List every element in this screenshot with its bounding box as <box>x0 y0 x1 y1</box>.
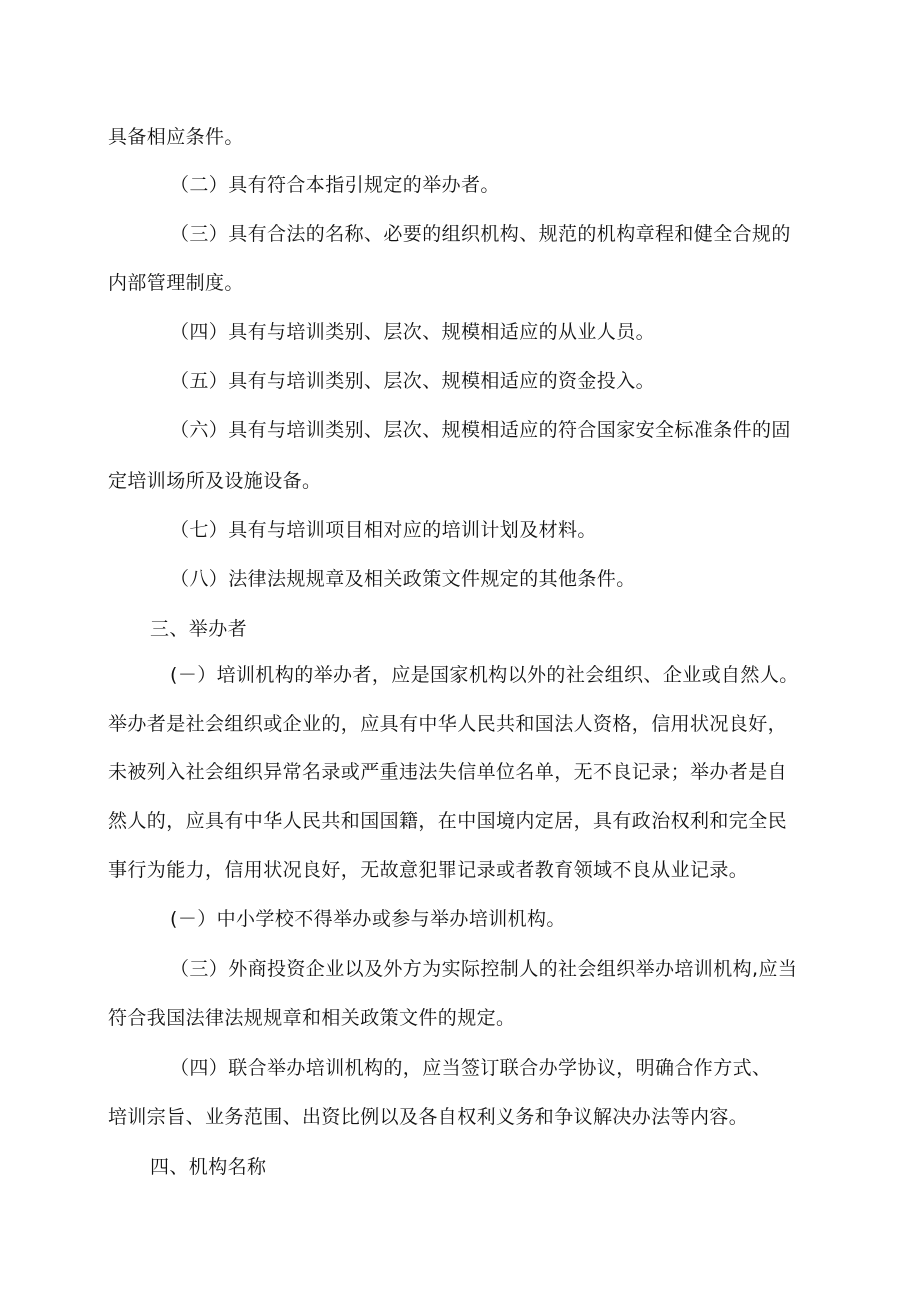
text-line: (－）中小学校不得举办或参与举办培训机构。 <box>170 908 566 930</box>
text-line: （四）联合举办培训机构的，应当签订联合办学协议，明确合作方式、 <box>170 1057 772 1079</box>
section-heading: 三、举办者 <box>150 618 248 640</box>
text-line: （八）法律法规规章及相关政策文件规定的其他条件。 <box>170 568 636 590</box>
text-line: （三）具有合法的名称、必要的组织机构、规范的机构章程和健全合规的 <box>170 223 791 245</box>
text-line: 然人的，应具有中华人民共和国国籍，在中国境内定居，具有政治权利和完全民 <box>108 810 788 832</box>
text-line: 未被列入社会组织异常名录或严重违法失信单位名单，无不良记录；举办者是自 <box>108 761 788 783</box>
text-line: 符合我国法律法规规章和相关政策文件的规定。 <box>108 1007 516 1029</box>
text-line: 定培训场所及设施设备。 <box>108 470 322 492</box>
text-line: （六）具有与培训类别、层次、规模相适应的符合国家安全标准条件的固 <box>170 419 791 441</box>
text-line: （三）外商投资企业以及外方为实际控制人的社会组织举办培训机构,应当 <box>170 958 798 980</box>
text-line: 具备相应条件。 <box>108 126 244 148</box>
text-line: （二）具有符合本指引规定的举办者。 <box>170 174 500 196</box>
text-line: 培训宗旨、业务范围、出资比例以及各自权利义务和争议解决办法等内容。 <box>108 1106 749 1128</box>
text-line: （五）具有与培训类别、层次、规模相适应的资金投入。 <box>170 370 656 392</box>
text-line: (－）培训机构的举办者，应是国家机构以外的社会组织、企业或自然人。 <box>170 664 799 686</box>
text-line: 事行为能力，信用状况良好，无故意犯罪记录或者教育领域不良从业记录。 <box>108 859 749 881</box>
text-line: 内部管理制度。 <box>108 272 244 294</box>
text-line: （四）具有与培训类别、层次、规模相适应的从业人员。 <box>170 321 656 343</box>
text-line: （七）具有与培训项目相对应的培训计划及材料。 <box>170 519 597 541</box>
section-heading: 四、机构名称 <box>150 1156 267 1178</box>
text-line: 举办者是社会组织或企业的，应具有中华人民共和国法人资格，信用状况良好， <box>108 713 788 735</box>
